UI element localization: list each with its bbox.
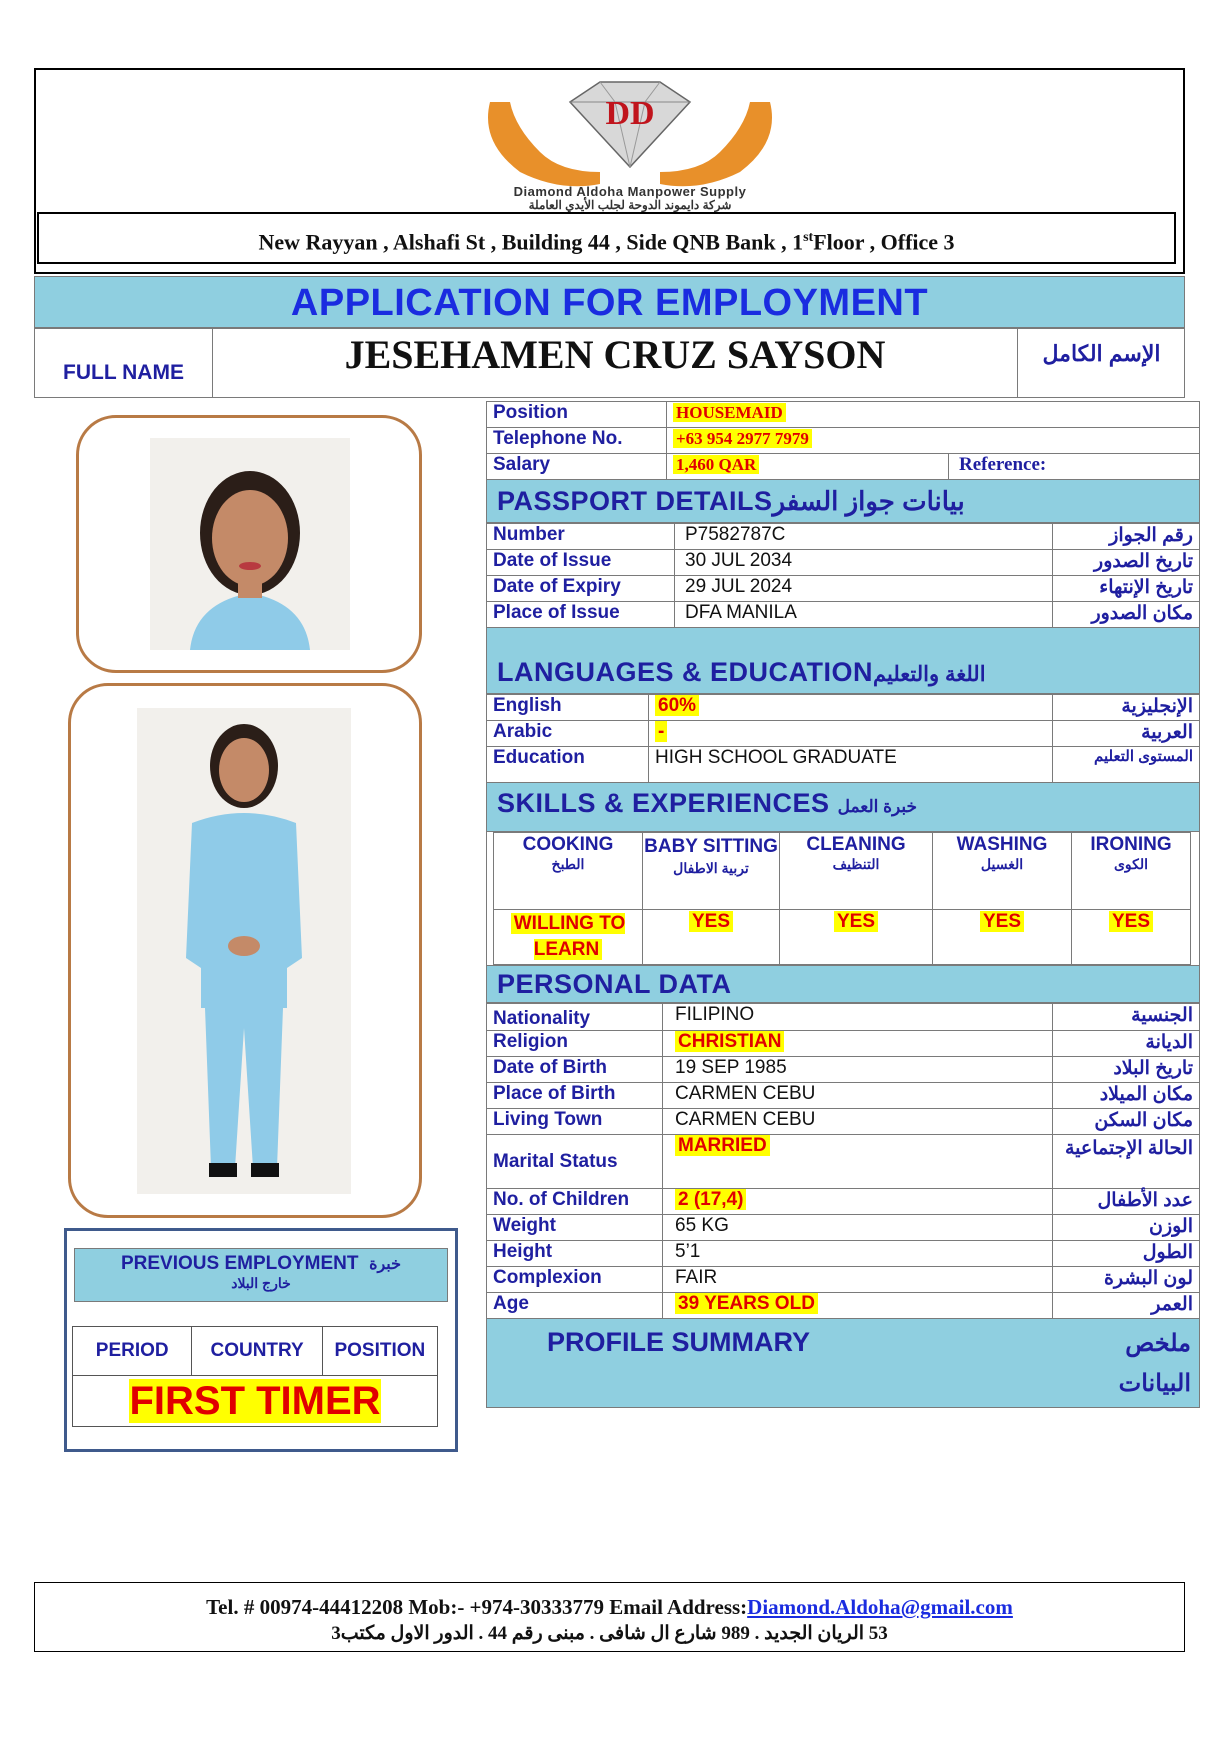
skill-ironing-ar: الكوى	[1113, 856, 1149, 872]
religion-ar: الديانة	[1053, 1031, 1200, 1057]
full-body-photo	[137, 708, 351, 1194]
skill-cooking-en: COOKING	[522, 834, 614, 855]
full-name-row	[34, 328, 1185, 398]
personal-header	[486, 966, 1200, 1003]
language-row	[487, 721, 1200, 747]
arabic-cell	[649, 721, 1053, 747]
skill-cleaning	[780, 833, 933, 910]
company-name-en: Diamond Aldoha Manpower Supply	[513, 184, 747, 199]
svg-text:DD: DD	[605, 95, 655, 132]
previous-employment-header	[74, 1248, 448, 1302]
pob-value: CARMEN CEBU	[663, 1083, 1053, 1109]
passport-title-ar: بيانات جواز السفر	[772, 486, 965, 516]
skill-baby-sitting-en: BABY SITTING	[644, 836, 778, 857]
nationality-ar: الجنسية	[1053, 1004, 1200, 1031]
pob-label: Place of Birth	[487, 1083, 663, 1109]
personal-row	[487, 1215, 1200, 1241]
skill-cooking-value-cell	[494, 910, 643, 965]
col-country: COUNTRY	[192, 1327, 322, 1376]
passport-number-ar: رقم الجواز	[1053, 524, 1200, 550]
pob-ar: مكان الميلاد	[1053, 1083, 1200, 1109]
personal-row	[487, 1241, 1200, 1267]
passport-row	[487, 524, 1200, 550]
personal-title: PERSONAL DATA	[497, 969, 732, 999]
dob-label: Date of Birth	[487, 1057, 663, 1083]
position-value: HOUSEMAID	[673, 403, 786, 422]
skills-title-ar: خبرة العمل	[837, 797, 918, 816]
previous-employment-title: PREVIOUS EMPLOYMENT	[120, 1253, 359, 1274]
previous-employment-table	[72, 1326, 438, 1427]
personal-row	[487, 1293, 1200, 1319]
col-position: POSITION	[322, 1327, 437, 1376]
place-issue-ar: مكان الصدور	[1053, 602, 1200, 628]
marital-ar: الحالة الإجتماعية	[1053, 1135, 1200, 1189]
form-title: APPLICATION FOR EMPLOYMENT	[34, 276, 1185, 328]
footer-email-link[interactable]: Diamond.Aldoha@gmail.com	[747, 1595, 1013, 1619]
footer-address-ar: 53 الريان الجديد . 989 شارع ال شافى . مبنى رقم 44 . الدور الاول مكتب3	[331, 1623, 888, 1644]
height-label: Height	[487, 1241, 663, 1267]
languages-title-ar: اللغة والتعليم	[873, 663, 986, 686]
dob-value: 19 SEP 1985	[663, 1057, 1053, 1083]
religion-label: Religion	[487, 1031, 663, 1057]
age-ar: العمر	[1053, 1293, 1200, 1319]
phone-cell	[667, 428, 1200, 454]
skill-baby-sitting	[643, 833, 780, 910]
skill-ironing-value: YES	[1109, 911, 1153, 932]
age-label: Age	[487, 1293, 663, 1319]
age-cell	[663, 1293, 1053, 1319]
languages-table	[486, 694, 1200, 783]
profile-summary-ar-1: ملخص	[1125, 1330, 1191, 1357]
languages-title: LANGUAGES & EDUCATION	[497, 657, 874, 687]
skill-washing-ar: الغسيل	[980, 856, 1024, 872]
english-cell	[649, 695, 1053, 721]
previous-employment-title-ar-2: خارج البلاد	[231, 1275, 291, 1291]
position-cell	[667, 402, 1200, 428]
skill-baby-sitting-value-cell	[643, 910, 780, 965]
phone-label: Telephone No.	[487, 428, 667, 454]
personal-row	[487, 1135, 1200, 1189]
languages-header	[486, 628, 1200, 694]
profile-summary-title: PROFILE SUMMARY	[547, 1327, 810, 1357]
living-town-ar: مكان السكن	[1053, 1109, 1200, 1135]
portrait-image	[150, 438, 350, 650]
complexion-value: FAIR	[663, 1267, 1053, 1293]
full-name-value: JESEHAMEN CRUZ SAYSON	[344, 332, 886, 377]
footer-contact: Tel. # 00974-44412208 Mob:- +974-30333779 Email Address:	[206, 1595, 748, 1619]
salary-cell	[667, 454, 949, 480]
personal-row	[487, 1083, 1200, 1109]
previous-employment-title-ar-1: خبرة	[369, 1256, 402, 1273]
complexion-label: Complexion	[487, 1267, 663, 1293]
passport-title: PASSPORT DETAILS	[497, 486, 773, 516]
col-period: PERIOD	[73, 1327, 192, 1376]
weight-ar: الوزن	[1053, 1215, 1200, 1241]
arabic-label: Arabic	[487, 721, 649, 747]
skill-ironing	[1072, 833, 1191, 910]
language-row	[487, 695, 1200, 721]
details-panel	[486, 401, 1200, 1408]
skills-header	[486, 783, 1200, 832]
salary-label: Salary	[487, 454, 667, 480]
salary-value: 1,460 QAR	[673, 455, 759, 474]
full-name-ar: الإسم الكامل	[1017, 329, 1185, 397]
education-ar: المستوى التعليم	[1053, 747, 1200, 783]
address-text: New Rayyan , Alshafi St , Building 44 , Side QNB Bank , 1	[258, 229, 804, 255]
arabic-value: -	[655, 721, 667, 742]
reference-label: Reference:	[949, 454, 1200, 480]
footer	[34, 1582, 1185, 1652]
skill-cooking	[494, 833, 643, 910]
children-value: 2 (17,4)	[675, 1189, 746, 1210]
date-issue-value: 30 JUL 2034	[675, 550, 1053, 576]
personal-row	[487, 1109, 1200, 1135]
personal-table	[486, 1003, 1200, 1319]
address-sup: st	[803, 230, 814, 245]
living-town-value: CARMEN CEBU	[663, 1109, 1053, 1135]
passport-number-label: Number	[487, 524, 675, 550]
skill-cooking-ar: الطبخ	[551, 856, 585, 872]
skill-cleaning-ar: التنظيف	[832, 856, 880, 872]
personal-row	[487, 1267, 1200, 1293]
personal-row	[487, 1189, 1200, 1215]
date-issue-ar: تاريخ الصدور	[1053, 550, 1200, 576]
language-row	[487, 747, 1200, 783]
age-value: 39 YEARS OLD	[675, 1293, 818, 1314]
marital-value: MARRIED	[675, 1135, 770, 1156]
children-cell	[663, 1189, 1053, 1215]
skill-cooking-value: WILLING TO LEARN	[511, 913, 626, 960]
place-issue-value: DFA MANILA	[675, 602, 1053, 628]
date-issue-label: Date of Issue	[487, 550, 675, 576]
skill-baby-sitting-ar: تربية الاطفال	[673, 860, 749, 876]
job-table	[486, 401, 1200, 480]
skill-baby-sitting-value: YES	[689, 911, 733, 932]
profile-summary	[486, 1319, 1200, 1408]
full-name-label: FULL NAME	[35, 329, 213, 397]
first-timer-value: FIRST TIMER	[129, 1379, 381, 1423]
dob-ar: تاريخ البلاد	[1053, 1057, 1200, 1083]
children-label: No. of Children	[487, 1189, 663, 1215]
address-bar	[37, 212, 1176, 264]
religion-cell	[663, 1031, 1053, 1057]
education-label: Education	[487, 747, 649, 783]
education-value: HIGH SCHOOL GRADUATE	[649, 747, 1053, 783]
height-ar: الطول	[1053, 1241, 1200, 1267]
arabic-ar: العربية	[1053, 721, 1200, 747]
skills-title: SKILLS & EXPERIENCES	[497, 788, 830, 818]
place-issue-label: Place of Issue	[487, 602, 675, 628]
personal-row	[487, 1057, 1200, 1083]
english-value: 60%	[655, 695, 699, 716]
skill-ironing-value-cell	[1072, 910, 1191, 965]
personal-row	[487, 1031, 1200, 1057]
skill-washing-en: WASHING	[956, 834, 1048, 855]
religion-value: CHRISTIAN	[675, 1031, 784, 1052]
address-end: Floor , Office 3	[813, 229, 955, 255]
passport-header	[486, 480, 1200, 523]
skill-washing	[933, 833, 1072, 910]
passport-table	[486, 523, 1200, 628]
date-expiry-label: Date of Expiry	[487, 576, 675, 602]
height-value: 5’1	[663, 1241, 1053, 1267]
nationality-label: Nationality	[487, 1004, 663, 1031]
passport-row	[487, 602, 1200, 628]
children-ar: عدد الأطفال	[1053, 1189, 1200, 1215]
skill-washing-value: YES	[980, 911, 1024, 932]
english-ar: الإنجليزية	[1053, 695, 1200, 721]
portrait-photo	[150, 438, 350, 650]
marital-label: Marital Status	[487, 1135, 663, 1189]
skills-wrapper	[486, 832, 1200, 966]
english-label: English	[487, 695, 649, 721]
date-expiry-ar: تاريخ الإنتهاء	[1053, 576, 1200, 602]
skills-table	[493, 832, 1191, 965]
living-town-label: Living Town	[487, 1109, 663, 1135]
skill-cleaning-en: CLEANING	[806, 834, 906, 855]
personal-row	[487, 1004, 1200, 1031]
passport-row	[487, 550, 1200, 576]
weight-value: 65 KG	[663, 1215, 1053, 1241]
marital-cell	[663, 1135, 1053, 1189]
passport-row	[487, 576, 1200, 602]
phone-value: +63 954 2977 7979	[673, 429, 812, 448]
first-timer-cell	[73, 1376, 438, 1427]
full-body-image	[137, 708, 351, 1194]
profile-summary-ar-2: البيانات	[1118, 1370, 1191, 1397]
nationality-value: FILIPINO	[663, 1004, 1053, 1031]
weight-label: Weight	[487, 1215, 663, 1241]
skill-ironing-en: IRONING	[1090, 834, 1172, 855]
skill-washing-value-cell	[933, 910, 1072, 965]
date-expiry-value: 29 JUL 2024	[675, 576, 1053, 602]
position-label: Position	[487, 402, 667, 428]
complexion-ar: لون البشرة	[1053, 1267, 1200, 1293]
company-name-ar: شركة دايموند الدوحة لجلب الأيدي العاملة	[528, 198, 732, 212]
skill-cleaning-value: YES	[834, 911, 878, 932]
skill-cleaning-value-cell	[780, 910, 933, 965]
passport-number-value: P7582787C	[675, 524, 1053, 550]
